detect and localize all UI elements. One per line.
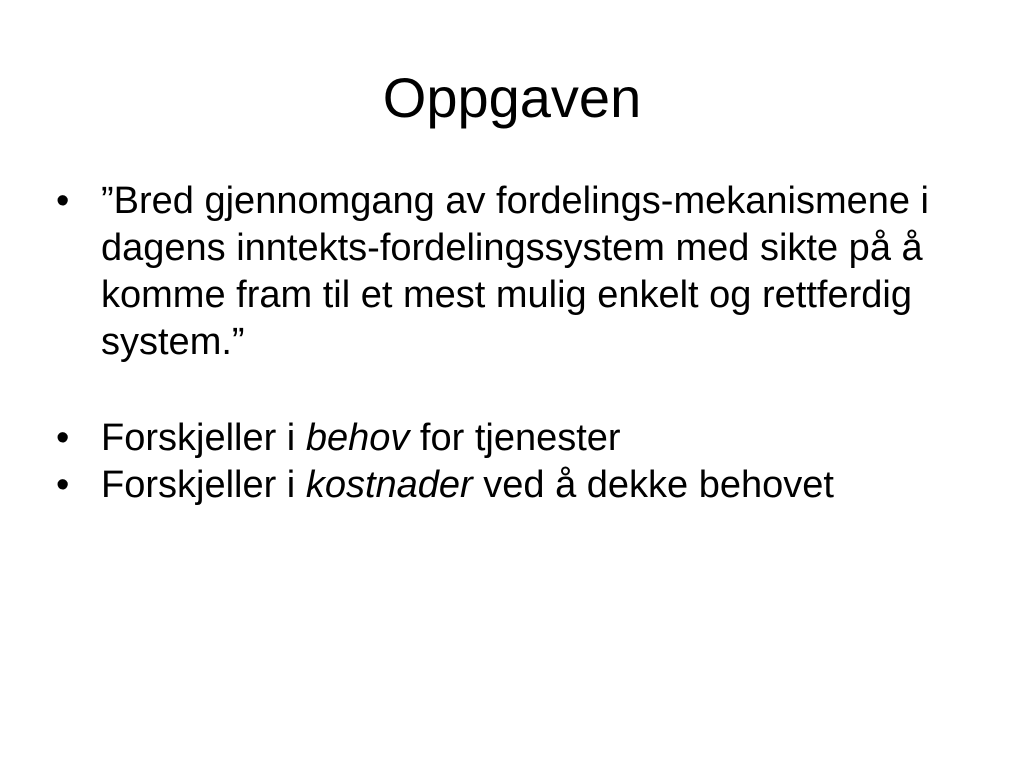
bullet-icon: •: [56, 417, 70, 459]
bullet-icon: •: [56, 464, 70, 506]
bullet-item-behov: [56, 415, 956, 462]
bullet-text-prefix: Forskjeller i: [101, 464, 306, 506]
bullet-icon: •: [56, 180, 70, 222]
bullet-item-quote: [56, 178, 956, 366]
bullet-text-emphasis: kostnader: [305, 464, 473, 506]
bullet-text: ”Bred gjennomgang av fordelings-mekanismene i dagens inntekts-fordelingssystem med sikte på å komme fram til et mest mulig enkelt og rettferdig system.”: [101, 180, 930, 363]
bullet-list: [56, 178, 956, 509]
bullet-text-suffix: ved å dekke behovet: [472, 464, 834, 506]
bullet-item-kostnader: [56, 462, 956, 509]
slide-title: Oppgaven: [382, 66, 642, 129]
bullet-text-emphasis: behov: [305, 417, 410, 459]
bullet-text-prefix: Forskjeller i: [101, 417, 306, 459]
bullet-text-suffix: for tjenester: [409, 417, 621, 459]
